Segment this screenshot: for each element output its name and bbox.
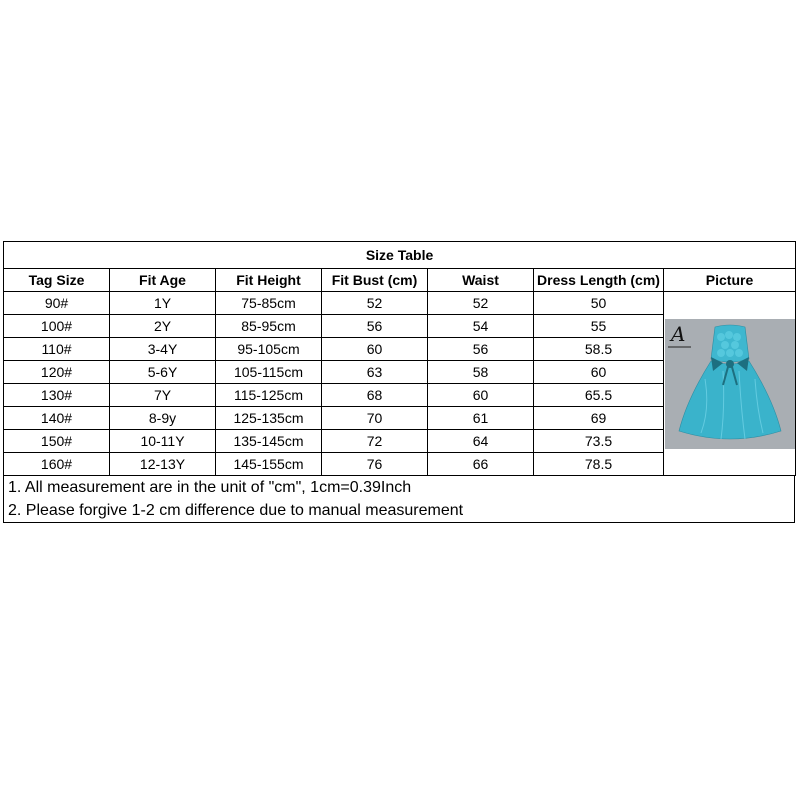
cell-fit-height: 85-95cm bbox=[216, 315, 322, 338]
dress-picture bbox=[665, 319, 795, 449]
cell-tag-size: 110# bbox=[4, 338, 110, 361]
header-waist: Waist bbox=[428, 269, 534, 292]
cell-dress-length: 55 bbox=[534, 315, 664, 338]
cell-dress-length: 58.5 bbox=[534, 338, 664, 361]
note-difference: 2. Please forgive 1-2 cm difference due to manual measurement bbox=[8, 502, 464, 519]
cell-dress-length: 69 bbox=[534, 407, 664, 430]
cell-tag-size: 150# bbox=[4, 430, 110, 453]
header-fit-age: Fit Age bbox=[110, 269, 216, 292]
cell-tag-size: 140# bbox=[4, 407, 110, 430]
cell-waist: 66 bbox=[428, 453, 534, 476]
cell-fit-age: 10-11Y bbox=[110, 430, 216, 453]
cell-dress-length: 65.5 bbox=[534, 384, 664, 407]
dress-image bbox=[665, 319, 795, 449]
note-unit: 1. All measurement are in the unit of "cm", 1cm=0.39Inch bbox=[8, 479, 412, 496]
header-fit-bust: Fit Bust (cm) bbox=[322, 269, 428, 292]
cell-fit-bust: 76 bbox=[322, 453, 428, 476]
cell-fit-age: 12-13Y bbox=[110, 453, 216, 476]
cell-fit-height: 95-105cm bbox=[216, 338, 322, 361]
cell-fit-bust: 52 bbox=[322, 292, 428, 315]
cell-fit-age: 7Y bbox=[110, 384, 216, 407]
cell-tag-size: 130# bbox=[4, 384, 110, 407]
cell-fit-age: 1Y bbox=[110, 292, 216, 315]
cell-waist: 61 bbox=[428, 407, 534, 430]
cell-tag-size: 160# bbox=[4, 453, 110, 476]
cell-tag-size: 120# bbox=[4, 361, 110, 384]
cell-fit-bust: 63 bbox=[322, 361, 428, 384]
cell-waist: 54 bbox=[428, 315, 534, 338]
header-row bbox=[4, 269, 796, 292]
cell-dress-length: 78.5 bbox=[534, 453, 664, 476]
cell-dress-length: 60 bbox=[534, 361, 664, 384]
cell-fit-height: 125-135cm bbox=[216, 407, 322, 430]
cell-waist: 56 bbox=[428, 338, 534, 361]
cell-dress-length: 50 bbox=[534, 292, 664, 315]
notes-section bbox=[3, 476, 795, 523]
brand-watermark: A bbox=[670, 321, 685, 346]
table-title: Size Table bbox=[4, 242, 796, 269]
cell-waist: 60 bbox=[428, 384, 534, 407]
cell-fit-bust: 56 bbox=[322, 315, 428, 338]
cell-tag-size: 100# bbox=[4, 315, 110, 338]
cell-fit-age: 8-9y bbox=[110, 407, 216, 430]
cell-waist: 52 bbox=[428, 292, 534, 315]
cell-fit-age: 5-6Y bbox=[110, 361, 216, 384]
cell-fit-height: 105-115cm bbox=[216, 361, 322, 384]
cell-tag-size: 90# bbox=[4, 292, 110, 315]
header-fit-height: Fit Height bbox=[216, 269, 322, 292]
cell-fit-height: 135-145cm bbox=[216, 430, 322, 453]
table-row bbox=[4, 292, 796, 315]
cell-waist: 64 bbox=[428, 430, 534, 453]
header-picture: Picture bbox=[664, 269, 796, 292]
header-tag-size: Tag Size bbox=[4, 269, 110, 292]
cell-fit-bust: 60 bbox=[322, 338, 428, 361]
cell-waist: 58 bbox=[428, 361, 534, 384]
header-dress-length: Dress Length (cm) bbox=[534, 269, 664, 292]
size-table-container bbox=[3, 241, 795, 523]
cell-fit-bust: 70 bbox=[322, 407, 428, 430]
cell-fit-age: 2Y bbox=[110, 315, 216, 338]
cell-fit-bust: 72 bbox=[322, 430, 428, 453]
cell-dress-length: 73.5 bbox=[534, 430, 664, 453]
size-table bbox=[3, 241, 796, 476]
cell-fit-bust: 68 bbox=[322, 384, 428, 407]
cell-fit-height: 115-125cm bbox=[216, 384, 322, 407]
picture-cell bbox=[664, 292, 796, 476]
cell-fit-height: 145-155cm bbox=[216, 453, 322, 476]
cell-fit-age: 3-4Y bbox=[110, 338, 216, 361]
cell-fit-height: 75-85cm bbox=[216, 292, 322, 315]
